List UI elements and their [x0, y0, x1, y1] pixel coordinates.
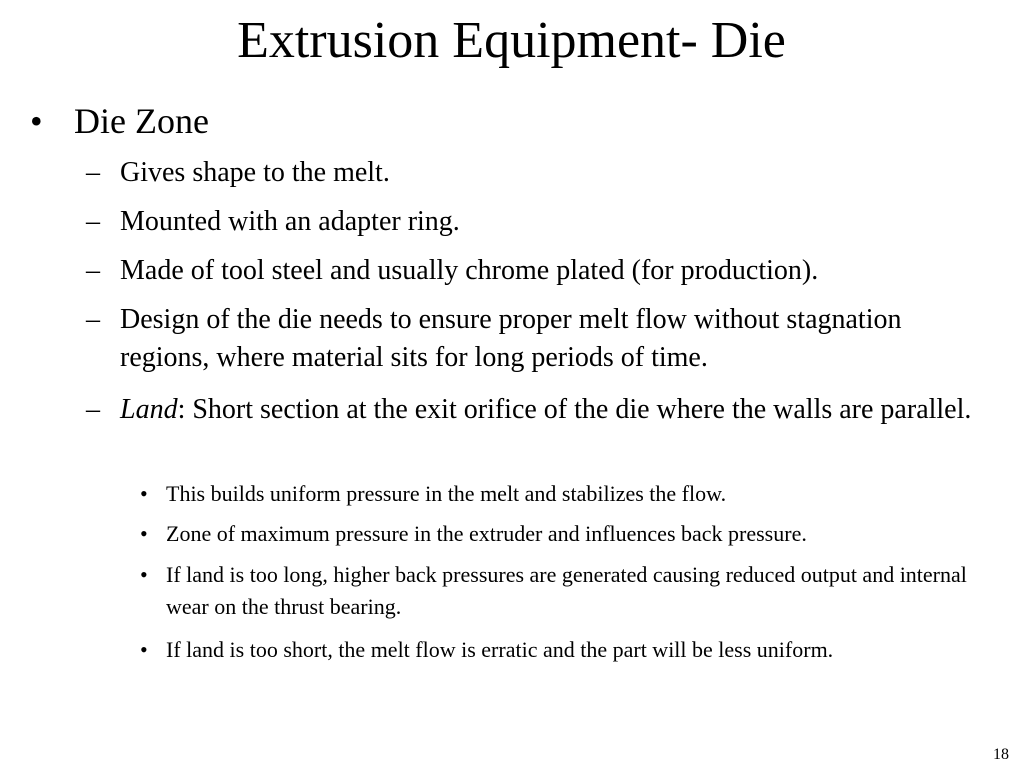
dash-marker: –	[86, 394, 100, 425]
land-point	[140, 634, 1010, 666]
land-definition: : Short section at the exit orifice of the die where the walls are parallel.	[177, 394, 972, 425]
page-number: 18	[993, 746, 1009, 763]
bullet-label: Die Zone	[74, 101, 209, 141]
subpoint-adapter-ring	[86, 203, 996, 241]
subpoint-land-text	[120, 391, 996, 429]
subpoint-text: Gives shape to the melt.	[120, 157, 390, 188]
subpoint-text: Design of the die needs to ensure proper melt flow without stagnation regions, where material sits for long periods of time.	[120, 304, 902, 373]
subpoint-land	[86, 391, 996, 429]
subpoint-design	[86, 301, 996, 377]
slide-title: Extrusion Equipment- Die	[237, 12, 786, 69]
dot-marker: •	[140, 637, 148, 662]
bullet-marker: •	[30, 101, 43, 141]
land-term: Land	[120, 394, 178, 425]
subpoint-tool-steel	[86, 252, 996, 290]
subpoint-text: Mounted with an adapter ring.	[120, 206, 460, 237]
dash-marker: –	[86, 157, 100, 188]
land-point-text: This builds uniform pressure in the melt and stabilizes the flow.	[166, 481, 727, 506]
dot-marker: •	[140, 481, 148, 506]
subpoint-text: Made of tool steel and usually chrome plated (for production).	[120, 255, 819, 286]
dash-marker: –	[86, 206, 100, 237]
land-point	[140, 518, 1010, 550]
land-point-text: Zone of maximum pressure in the extruder and influences back pressure.	[166, 521, 807, 546]
dash-marker: –	[86, 304, 100, 335]
land-point-text: If land is too long, higher back pressures are generated causing reduced output and internal wear on the thrust bearing.	[166, 562, 967, 619]
land-point	[140, 478, 1010, 510]
dash-marker: –	[86, 255, 100, 286]
dot-marker: •	[140, 521, 148, 546]
dot-marker: •	[140, 562, 148, 587]
land-point-text: If land is too short, the melt flow is erratic and the part will be less uniform.	[166, 637, 834, 662]
land-point	[140, 559, 1010, 623]
subpoint-shape	[86, 154, 996, 192]
